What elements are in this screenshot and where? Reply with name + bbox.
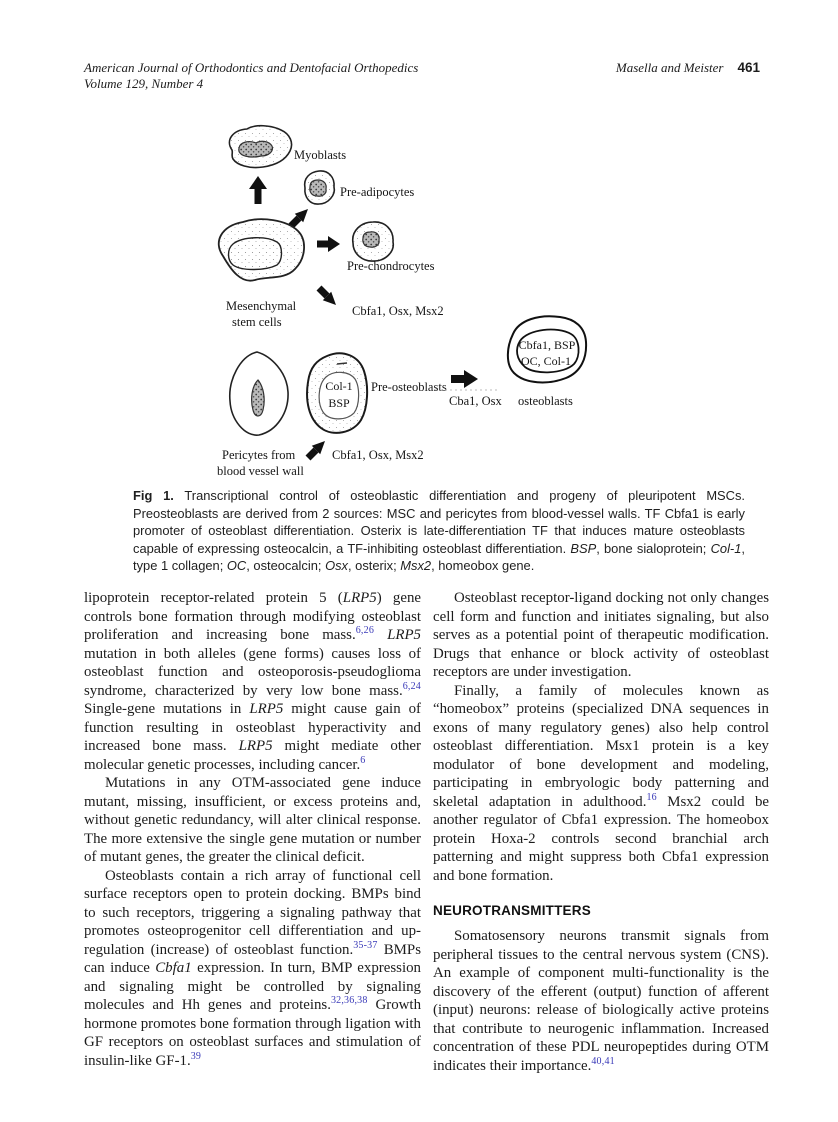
running-authors: Masella and Meister <box>615 60 724 75</box>
text-run: Osteoblast receptor-ligand docking not only changes cell form and function and initiates signaling, but also serves as a potential point of therapeutic modification. Drugs that enhance or block activity of osteoblast receptors are under investigation. <box>433 590 769 680</box>
text-run: OC <box>226 558 247 574</box>
pericyte-factors-label: Cbfa1, Osx, Msx2 <box>332 448 424 462</box>
arrow-up-right-icon <box>291 209 308 226</box>
pre-osteoblast-inner-label-2: BSP <box>328 396 350 410</box>
pre-osteoblasts-label: Pre-osteoblasts <box>371 380 447 394</box>
text-run: , osterix; <box>347 558 401 574</box>
text-run: , type 1 collagen; <box>133 540 745 574</box>
body-column-right <box>433 589 769 1075</box>
arrow-right-icon-2 <box>451 370 478 388</box>
text-run: Somatosensory neurons transmit signals from peripheral tissues to the central nervous system (CNS). An example of component multi-functionality is the discovery of the efferent (output) function of afferent (input) neurons: release of biologically active proteins that contribute to neurogenic inflammation. Increased concentration of these PDL neuropeptides during OTM indicates their importance. <box>433 928 769 1074</box>
osteoblasts-label: osteoblasts <box>518 394 573 408</box>
journal-title-block <box>84 60 418 92</box>
paragraph <box>84 774 421 867</box>
text-run: Transcriptional control of osteoblastic differentiation and progeny of pleuripotent MSCs. Preosteoblasts are derived from 2 sources: MSC and pericytes from blood-vessel walls. TF Cbfa1 is early promoter of osteoblast differentiation. Osterix is late-differentiation TF that induces mature osteoblasts capable of expressing osteocalcin, a TF-inhibiting osteoblast differentiation. <box>133 488 745 556</box>
citation-ref[interactable]: 39 <box>190 1050 202 1062</box>
text-run: Mutations in any OTM-associated gene induce mutant, missing, insufficient, or excess proteins and, without genetic redundancy, will alter clinical response. The more extensive the single gene mutation or number of mutant genes, the greater the clinical deficit. <box>84 775 421 865</box>
citation-ref[interactable]: 16 <box>646 791 657 803</box>
text-run: LRP5 <box>249 701 284 717</box>
msc-cell-drawing <box>219 219 304 280</box>
text-run: Cbfa1 <box>155 960 192 976</box>
osteoblast-inner-label-2: OC, Col-1 <box>520 354 572 368</box>
citation-ref[interactable]: 6 <box>360 754 366 766</box>
text-run: expression. In turn, BMP expression and signaling might be controlled by signaling molecules and Hh genes and proteins. <box>84 960 421 1013</box>
journal-issue: Volume 129, Number 4 <box>84 76 204 91</box>
arrow-up-right-icon-2 <box>308 441 325 458</box>
osteoblast-inner-label-1: Cbfa1, BSP <box>518 338 576 352</box>
final-factors-label: Cba1, Osx <box>449 394 502 408</box>
myoblast-cell-drawing <box>229 126 291 168</box>
text-run: mutation in both alleles (gene forms) causes loss of osteoblast function and osteoporosis-pseudoglioma syndrome, characterized by very low bone mass. <box>84 645 421 699</box>
text-run: LRP5 <box>342 590 377 606</box>
citation-ref[interactable]: 6,24 <box>402 680 421 692</box>
pre-chondrocytes-label: Pre-chondrocytes <box>347 259 435 273</box>
text-run: , bone sialoprotein; <box>596 540 711 556</box>
msc-factors-label: Cbfa1, Osx, Msx2 <box>352 304 444 318</box>
text-run: might mediate other molecular genetic processes, including cancer. <box>84 738 421 773</box>
figure-caption <box>133 487 745 575</box>
citation-ref[interactable]: 6,26 <box>355 625 375 637</box>
text-run: BSP <box>570 540 597 556</box>
msc-label-line2: stem cells <box>232 315 282 329</box>
paragraph <box>84 589 421 774</box>
myoblasts-label: Myoblasts <box>294 148 347 162</box>
text-run: Single-gene mutations in <box>84 701 250 717</box>
pre-adipocytes-label: Pre-adipocytes <box>340 185 415 199</box>
citation-ref[interactable]: 32,36,38 <box>330 995 368 1007</box>
citation-ref[interactable]: 40,41 <box>591 1055 615 1067</box>
paragraph <box>84 867 421 1071</box>
page-number: 461 <box>737 60 760 75</box>
text-run: BMPs can induce <box>84 941 421 976</box>
text-run: might cause gain of function resulting in osteoblast hyperactivity and increased bone mass. <box>84 701 422 754</box>
text-run: Growth hormone promotes bone formation through ligation with GF receptors on osteoblast surfaces and stimulation of insulin-like GF-1. <box>84 997 422 1069</box>
page-header-right <box>616 60 760 76</box>
text-run: Fig 1. <box>133 488 174 503</box>
pericytes-label-line1: Pericytes from <box>222 448 296 462</box>
text-run: Osteoblasts contain a rich array of functional cell surface receptors open to protein docking. BMPs bind to such receptors, triggering a signaling pathway that promotes osteoprogenitor cell differentiation and up-regulation (increase) of osteoblast function. <box>84 867 421 958</box>
text-run: Col-1 <box>710 540 742 556</box>
citation-ref[interactable]: 35-37 <box>353 939 378 951</box>
body-column-left <box>84 589 421 1070</box>
text-run: LRP5 <box>387 627 421 643</box>
pericytes-label-line2: blood vessel wall <box>217 464 304 478</box>
arrow-down-right-icon <box>319 288 336 305</box>
text-run <box>374 627 387 643</box>
text-run: Msx2 <box>400 558 432 574</box>
running-head <box>84 60 760 92</box>
pericyte-cell-drawing <box>230 352 288 435</box>
text-run: LRP5 <box>238 738 273 754</box>
text-run: lipoprotein receptor-related protein 5 ( <box>84 590 343 606</box>
pre-osteoblast-cell-drawing <box>307 353 367 433</box>
pre-osteoblast-inner-label-1: Col-1 <box>325 379 353 393</box>
figure-diagram <box>195 118 650 483</box>
text-run: , osteocalcin; <box>246 558 326 574</box>
paragraph <box>433 682 769 886</box>
journal-title: American Journal of Orthodontics and Dentofacial Orthopedics <box>84 60 419 75</box>
text-run: Finally, a family of molecules known as “homeobox” proteins (specialized DNA sequences in exons of many regulatory genes) also help control osteoblast differentiation. Msx1 protein is a key modulator of bone development and modeling, participating in embryologic body patterning and skeletal adaptation in adulthood. <box>433 682 769 810</box>
msc-label-line1: Mesenchymal <box>226 299 297 313</box>
text-run: Osx <box>325 558 348 574</box>
pre-chondrocyte-cell-drawing <box>353 222 394 261</box>
paragraph <box>433 927 769 1075</box>
text-run: , homeobox gene. <box>431 558 535 574</box>
text-run: ) gene controls bone formation through modifying osteoblast proliferation and increasing bone mass. <box>84 590 421 643</box>
arrow-right-icon <box>317 236 340 252</box>
pre-adipocyte-cell-drawing <box>305 171 335 204</box>
arrow-up-icon <box>249 176 267 204</box>
section-heading-neurotransmitters: NEUROTRANSMITTERS <box>433 903 591 918</box>
paragraph <box>433 589 769 682</box>
text-run: Msx2 could be another regulator of Cbfa1 expression. The homeobox protein Hoxa-2 controls second branchial arch patterning and might suppress both Cbfa1 expression and bone formation. <box>433 793 770 884</box>
